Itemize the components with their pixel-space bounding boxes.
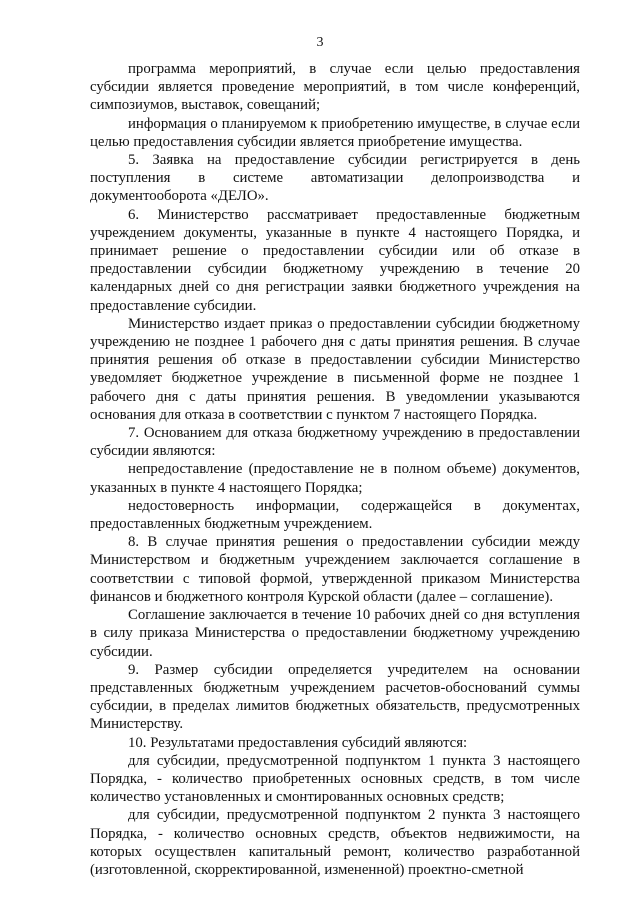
paragraph-result-subitem-2: для субсидии, предусмотренной подпунктом 2 пункта 3 настоящего Порядка, - количество основных средств, объектов недвижимости, на которых осуществлен капитальный ремонт, количество разработанной (изготовленной, скорректированной, измененной) проектно-сметной xyxy=(90,807,580,878)
paragraph-item-5: 5. Заявка на предоставление субсидии регистрируется в день поступления в системе автоматизации делопроизводства и документооборота «ДЕЛО». xyxy=(90,152,580,205)
paragraph-refusal-reason-1: непредоставление (предоставление не в полном объеме) документов, указанных в пункте 4 настоящего Порядка; xyxy=(90,461,580,496)
paragraph-program-events: программа мероприятий, в случае если целью предоставления субсидии является проведение мероприятий, в том числе конференций, симпозиумов, выставок, совещаний; xyxy=(90,61,580,114)
paragraph-ministry-order: Министерство издает приказ о предоставлении субсидии бюджетному учреждению не позднее 1 рабочего дня с даты принятия решения. В случае принятия решения об отказе в предоставлении субсидии Министерство уведомляет бюджетное учреждение в письменной форме не позднее 1 рабочего дня с даты принятия решения. В уведомлении указываются основания для отказа в соответствии с пунктом 7 настоящего Порядка. xyxy=(90,315,580,423)
paragraph-property-info: информация о планируемом к приобретению имуществе, в случае если целью предоставления субсидии является приобретение имущества. xyxy=(90,115,580,150)
paragraph-result-subitem-1: для субсидии, предусмотренной подпунктом 1 пункта 3 настоящего Порядка, - количество приобретенных основных средств, в том числе количество установленных и смонтированных основных средств; xyxy=(90,752,580,806)
paragraph-item-9: 9. Размер субсидии определяется учредителем на основании представленных бюджетным учреждением расчетов-обоснований суммы субсидии, в пределах лимитов бюджетных обязательств, предусмотренных Министерству. xyxy=(90,661,580,733)
paragraph-agreement-term: Соглашение заключается в течение 10 рабочих дней со дня вступления в силу приказа Министерства о предоставлении бюджетному учреждению субсидии. xyxy=(90,607,580,660)
document-body xyxy=(90,60,580,879)
page-number: 3 xyxy=(316,35,324,50)
paragraph-item-10: 10. Результатами предоставления субсидий являются: xyxy=(128,734,468,751)
paragraph-refusal-reason-2: недостоверность информации, содержащейся в документах, предоставленных бюджетным учреждением. xyxy=(90,497,580,533)
paragraph-item-6: 6. Министерство рассматривает предоставленные бюджетным учреждением документы, указанные в пункте 4 настоящего Порядка, и принимает решение о предоставлении субсидии или об отказе в предоставлении субсидии бюджетному учреждению в течение 20 календарных дней со дня регистрации заявки бюджетного учреждения на предоставление субсидии. xyxy=(90,206,580,314)
paragraph-item-7: 7. Основанием для отказа бюджетному учреждению в предоставлении субсидии являются: xyxy=(90,425,580,460)
paragraph-item-8: 8. В случае принятия решения о предоставлении субсидии между Министерством и бюджетным учреждением заключается соглашение в соответствии с типовой формой, утвержденной приказом Министерства финансов и бюджетного контроля Курской области (далее – соглашение). xyxy=(90,534,580,605)
